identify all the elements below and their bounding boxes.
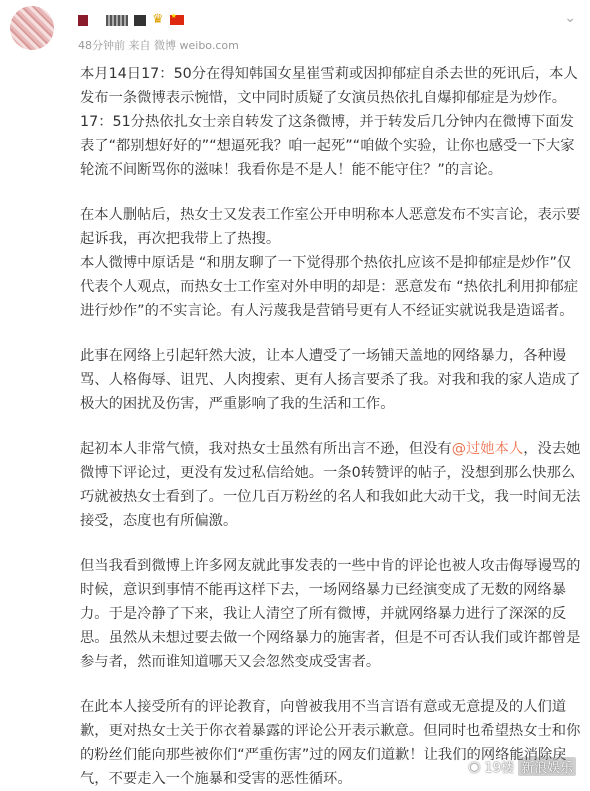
username-obscured xyxy=(106,15,128,26)
member-badge-icon: ♛ xyxy=(152,12,164,27)
post-paragraph xyxy=(80,554,585,674)
watermark-count: 19楼 xyxy=(484,761,514,776)
avatar[interactable] xyxy=(10,6,54,50)
china-flag-icon xyxy=(170,15,184,25)
post-paragraph xyxy=(80,203,585,251)
paragraph-gap xyxy=(80,416,585,437)
post-paragraph xyxy=(80,344,585,416)
post-header xyxy=(0,0,590,62)
weibo-icon: ◉ xyxy=(468,758,481,775)
paragraph-text: 本月14日17：50分在得知韩国女星崔雪莉或因抑郁症自杀去世的死讯后，本人发布一条微博表示惋惜，文中同时质疑了女演员热依扎自爆抑郁症是为炒作。 xyxy=(80,66,578,106)
post-paragraph xyxy=(80,62,585,110)
paragraph-text: 但当我看到微博上许多网友就此事发表的一些中肯的评论也被人攻击侮辱谩骂的时候，意识到事情不能再这样下去，一场网络暴力已经演变成了无数的网络暴力。于是冷静了下来，我让人清空了所有微博，并就网络暴力进行了深深的反思。虽然从未想过要去做一个网络暴力的施害者，但是不可否认我们或许都曾是参与者，然而谁知道哪天又会忽然变成受害者。 xyxy=(80,558,581,670)
watermark xyxy=(468,757,576,776)
paragraph-text: 在本人删帖后，热女士又发表工作室公开申明称本人恶意发布不实言论，表示要起诉我，再次把我带上了热搜。 xyxy=(80,207,581,247)
paragraph-text: ，没去她微博下评论过，更没有发过私信给她。一条0转赞评的帖子，没想到那么快那么巧就被热女士看到了。一位几百万粉丝的名人和我如此大动干戈，我一时间无法接受，态度也有所偏激。 xyxy=(80,441,581,529)
paragraph-gap xyxy=(80,323,585,344)
post-paragraph xyxy=(80,437,585,533)
post-paragraph xyxy=(80,110,585,182)
username-obscured xyxy=(78,15,88,26)
post-paragraph xyxy=(80,695,585,791)
username-row[interactable] xyxy=(78,12,184,28)
post-content xyxy=(80,62,585,791)
paragraph-text: 此事在网络上引起轩然大波，让本人遭受了一场铺天盖地的网络暴力，各种谩骂、人格侮辱、诅咒、人肉搜索、更有人扬言要杀了我。对我和我的家人造成了极大的困扰及伤害，严重影响了我的生活和工作。 xyxy=(80,348,581,412)
paragraph-gap xyxy=(80,182,585,203)
watermark-text: 新浪娱乐 xyxy=(518,757,576,776)
source-label: 来自 xyxy=(128,39,151,52)
paragraph-text: 起初本人非常气愤，我对热女士虽然有所出言不逊，但没有 xyxy=(80,441,452,457)
paragraph-text: 在此本人接受所有的评论教育，向曾被我用不当言语有意或无意提及的人们道歉，更对热女士关于你衣着暴露的评论公开表示歉意。但同时也希望热女士和你的粉丝们能向那些被你们“严重伤害”过的网友们道歉！让我们的网络能消除戾气，不要走入一个施暴和受害的恶性循环。 xyxy=(80,699,581,787)
username-obscured xyxy=(94,15,100,26)
paragraph-text: 17：51分热依扎女士亲自转发了这条微博，并于转发后几分钟内在微博下面发表了“都别想好好的”“想逼死我？咱一起死”“咱做个实验，让你也感受一下大家轮流不间断骂你的滋味！我看你是不是人！能不能守住？”的言论。 xyxy=(80,114,575,178)
mention-link[interactable]: @过她本人 xyxy=(451,441,524,457)
post-source[interactable]: 微博 weibo.com xyxy=(154,39,239,52)
paragraph-text: 本人微博中原话是 “和朋友聊了一下觉得那个热依扎应该不是抑郁症是炒作”仅代表个人观点，而热女士工作室对外申明的却是：恶意发布 “热依扎利用抑郁症进行炒作”的不实言论。有人污蔑我是营销号更有人不经证实就说我是造谣者。 xyxy=(80,255,579,319)
paragraph-gap xyxy=(80,533,585,554)
paragraph-gap xyxy=(80,674,585,695)
username-obscured xyxy=(134,15,146,26)
post-paragraph xyxy=(80,251,585,323)
chevron-down-icon[interactable]: ⌄ xyxy=(564,10,576,26)
post-time[interactable]: 48分钟前 xyxy=(78,39,125,52)
post-meta xyxy=(78,37,239,53)
